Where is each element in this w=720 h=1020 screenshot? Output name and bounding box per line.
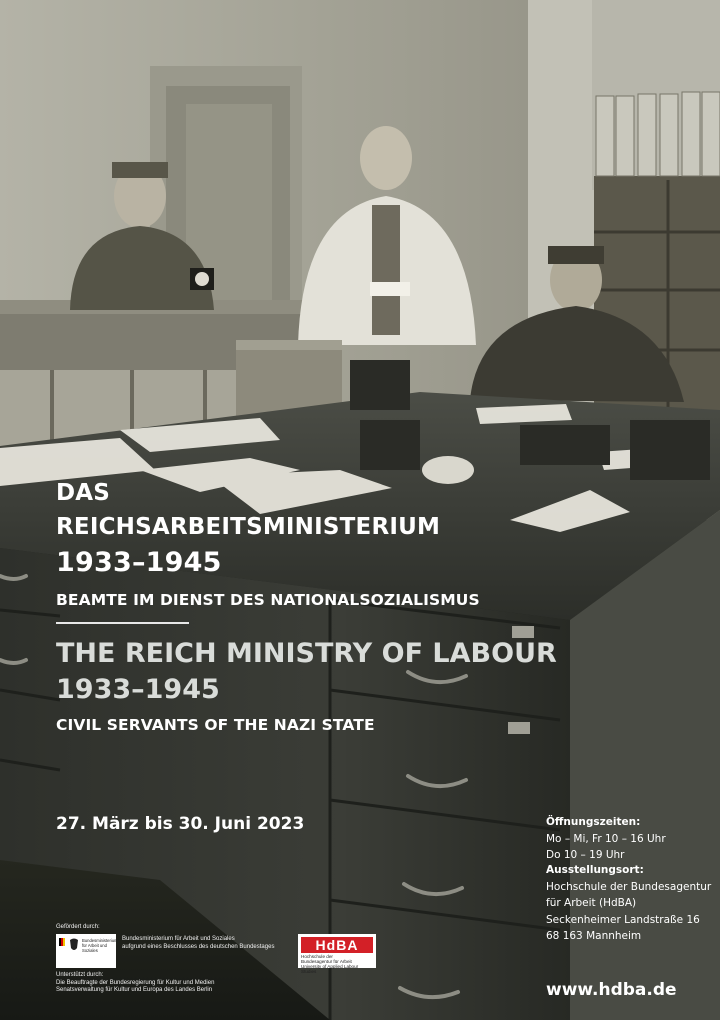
hdba-logo	[298, 934, 376, 974]
website-link[interactable]: www.hdba.de	[546, 980, 677, 1000]
hdba-logo-mark: HdBA	[301, 937, 373, 953]
ministry-logo-text: Bundesministerium für Arbeit und Soziales	[82, 938, 118, 953]
venue-line-2: für Arbeit (HdBA)	[546, 897, 637, 909]
support-line-2: Senatsverwaltung für Kultur und Europa des Landes Berlin	[56, 987, 213, 994]
opening-line-1: Mo – Mi, Fr 10 – 16 Uhr	[546, 832, 666, 845]
opening-line-2: Do 10 – 19 Uhr	[546, 849, 625, 861]
venue-line-3: Seckenheimer Landstraße 16	[546, 913, 700, 926]
funding-label: Gefördert durch:	[56, 924, 100, 930]
support-label: Unterstützt durch:	[56, 972, 104, 978]
exhibition-dates: 27. März bis 30. Juni 2023	[56, 814, 305, 834]
title-de-line1: DAS	[56, 480, 111, 506]
title-en-line1: THE REICH MINISTRY OF LABOUR	[56, 638, 557, 669]
title-de-years: 1933–1945	[56, 547, 222, 578]
venue	[546, 862, 711, 945]
venue-line-1: Hochschule der Bundesagentur	[546, 880, 712, 893]
venue-line-4: 68 163 Mannheim	[546, 930, 642, 942]
opening-hours	[546, 814, 666, 864]
divider-rule	[56, 622, 189, 624]
title-german	[56, 476, 440, 580]
title-english	[56, 636, 557, 708]
funding-text	[122, 936, 292, 951]
hdba-sub-3: University of Applied Labour Studies	[301, 964, 359, 974]
subtitle-english: CIVIL SERVANTS OF THE NAZI STATE	[56, 716, 375, 734]
funding-text-2: aufgrund eines Beschlusses des deutschen Bundestages	[122, 943, 275, 950]
venue-heading: Ausstellungsort:	[546, 864, 644, 876]
hdba-logo-subtext	[301, 954, 373, 974]
support-line-1: Die Beauftragte der Bundesregierung für Kultur und Medien	[56, 979, 215, 986]
hdba-sub-2: Bundesagentur für Arbeit	[301, 959, 352, 964]
subtitle-german: BEAMTE IM DIENST DES NATIONALSOZIALISMUS	[56, 591, 480, 609]
title-en-years: 1933–1945	[56, 674, 220, 705]
ministry-logo	[56, 934, 116, 968]
opening-heading: Öffnungszeiten:	[546, 816, 641, 828]
hdba-sub-1: Hochschule der	[301, 954, 333, 959]
funding-text-1: Bundesministerium für Arbeit und Soziales	[122, 936, 235, 942]
support-block	[56, 972, 316, 995]
title-de-line2: REICHSARBEITSMINISTERIUM	[56, 514, 441, 540]
